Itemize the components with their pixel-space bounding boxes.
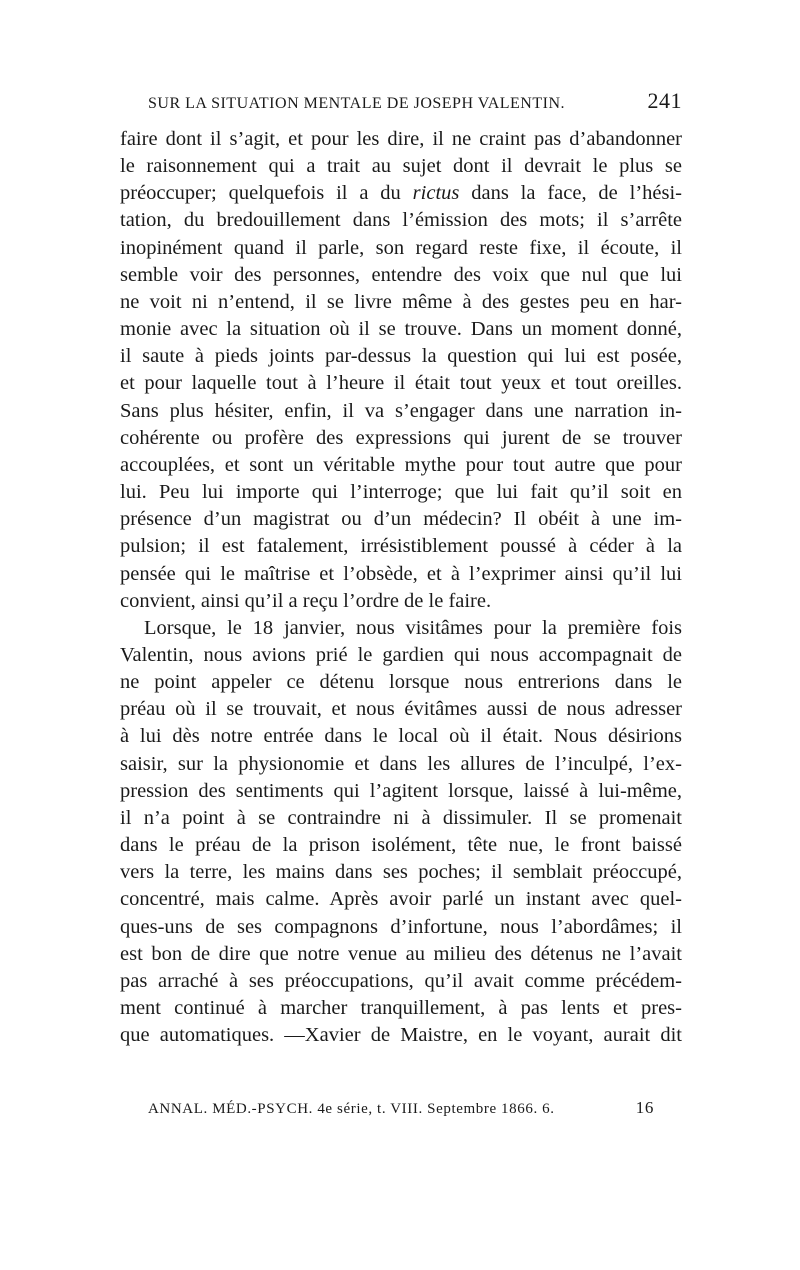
text-line: dans le préau de la prison isolément, tête nue, le front baissé [120, 834, 682, 857]
text-line: inopinément quand il parle, son regard reste fixe, il écoute, il [120, 236, 682, 259]
text-line: ne voit ni n’entend, il se livre même à des gestes peu en har- [120, 290, 682, 313]
text-line: pulsion; il est fatalement, irrésistiblement poussé à céder à la [120, 535, 682, 558]
text-line: cohérente ou profère des expressions qui jurent de se trouver [120, 426, 682, 449]
running-head [148, 88, 682, 114]
journal-signature: ANNAL. MÉD.-PSYCH. 4e série, t. VIII. Septembre 1866. 6. [148, 1101, 555, 1117]
text-line: ment continué à marcher tranquillement, à pas lents et pres- [120, 997, 682, 1019]
text-line: préau où il se trouvait, et nous évitâmes aussi de nous adresser [120, 698, 682, 721]
text-line: ne point appeler ce détenu lorsque nous entrerions dans le [120, 671, 682, 694]
page-number: 241 [647, 88, 682, 113]
body-text [120, 126, 682, 1049]
text-line: Valentin, nous avions prié le gardien qui nous accompagnait de [120, 643, 682, 666]
text-line: vers la terre, les mains dans ses poches; il semblait préoccupé, [120, 861, 682, 884]
running-head-title: SUR LA SITUATION MENTALE DE JOSEPH VALENTIN. [148, 95, 566, 112]
signature-line [148, 1098, 654, 1118]
text-line: à lui dès notre entrée dans le local où il était. Nous désirions [120, 725, 682, 748]
text-line: Lorsque, le 18 janvier, nous visitâmes pour la première fois [144, 616, 682, 639]
text-line: ques-uns de ses compagnons d’infortune, nous l’abordâmes; il [120, 915, 682, 938]
text-line: saisir, sur la physionomie et dans les allures de l’inculpé, l’ex- [120, 752, 682, 775]
text-line: lui. Peu lui importe qui l’interroge; que lui fait qu’il soit en [120, 481, 682, 504]
text-line: le raisonnement qui a trait au sujet dont il devrait le plus se [120, 155, 682, 178]
text-line: et pour laquelle tout à l’heure il était tout yeux et tout oreilles. [120, 372, 682, 395]
text-line: est bon de dire que notre venue au milieu des détenus ne l’avait [120, 942, 682, 965]
text-line: tation, du bredouillement dans l’émission des mots; il s’arrête [120, 209, 682, 232]
text-line: que automatiques. —Xavier de Maistre, en le voyant, aurait dit [120, 1024, 682, 1047]
text-line: présence d’un magistrat ou d’un médecin? Il obéit à une im- [120, 508, 682, 531]
text-line: préoccuper; quelquefois il a du rictus dans la face, de l’hési- [120, 182, 682, 205]
text-line: accouplées, et sont un véritable mythe pour tout autre que pour [120, 453, 682, 476]
paragraph-1 [120, 126, 682, 615]
text-line: pression des sentiments qui l’agitent lorsque, laissé à lui-même, [120, 779, 682, 802]
text-line: convient, ainsi qu’il a reçu l’ordre de le faire. [120, 589, 492, 612]
text-line: concentré, mais calme. Après avoir parlé un instant avec quel- [120, 888, 682, 911]
paragraph-2 [120, 615, 682, 1050]
signature-number: 16 [635, 1098, 654, 1117]
text-line: il n’a point à se contraindre ni à dissimuler. Il se promenait [120, 806, 682, 829]
text-line: pas arraché à ses préoccupations, qu’il avait comme précédem- [120, 969, 682, 992]
text-line: faire dont il s’agit, et pour les dire, il ne craint pas d’abandonner [120, 128, 682, 150]
text-line: il saute à pieds joints par-dessus la question qui lui est posée, [120, 345, 682, 368]
text-line: semble voir des personnes, entendre des voix que nul que lui [120, 263, 682, 286]
text-line: monie avec la situation où il se trouve. Dans un moment donné, [120, 318, 682, 341]
text-line: Sans plus hésiter, enfin, il va s’engager dans une narration in- [120, 399, 682, 422]
text-line: pensée qui le maîtrise et l’obsède, et à l’exprimer ainsi qu’il lui [120, 562, 682, 585]
